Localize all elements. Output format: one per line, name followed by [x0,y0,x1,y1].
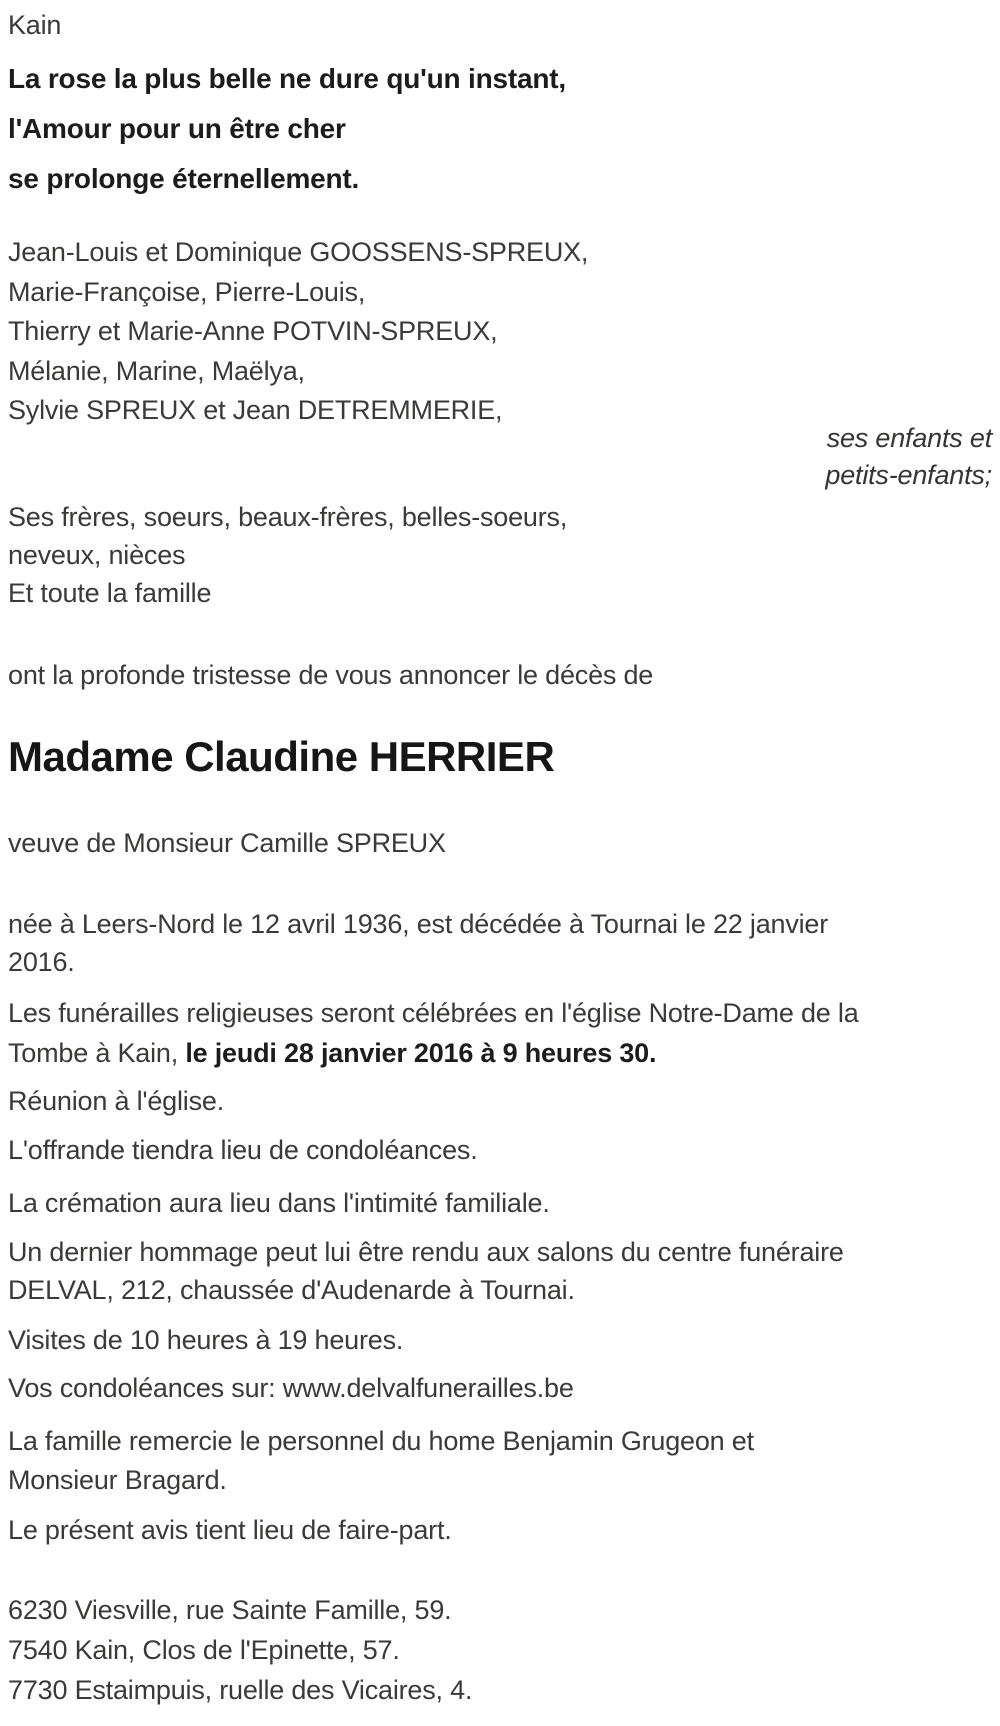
relatives-list [8,498,992,612]
tribute-line: DELVAL, 212, chaussée d'Audenarde à Tournai. [8,1275,575,1305]
widow-of-line: veuve de Monsieur Camille SPREUX [8,828,446,858]
tribute-paragraph [8,1233,992,1309]
family-member-line: Marie-Françoise, Pierre-Louis, [8,276,366,307]
epigraph-line: La rose la plus belle ne dure qu'un instant, [8,63,566,94]
meeting-line: Réunion à l'église. [8,1086,224,1116]
epigraph-line: se prolonge éternellement. [8,163,360,194]
relatives-line: Et toute la famille [8,578,212,608]
birth-death-paragraph [8,905,992,981]
birth-death-line: 2016. [8,947,75,977]
family-member-line: Thierry et Marie-Anne POTVIN-SPREUX, [8,316,498,346]
family-member-line: Mélanie, Marine, Maëlya, [8,355,305,386]
offering-line: L'offrande tiendra lieu de condoléances. [8,1135,478,1165]
relatives-line: neveux, nièces [8,540,186,570]
condolences-line: Vos condoléances sur: www.delvalfunerailles.be [8,1373,574,1403]
funeral-paragraph [8,993,992,1073]
children-names [8,233,992,431]
tribute-line: Un dernier hommage peut lui être rendu aux salons du centre funéraire [8,1237,844,1267]
thanks-paragraph [8,1422,992,1500]
place-name: Kain [8,10,62,40]
announcement-line: ont la profonde tristesse de vous annoncer le décès de [8,660,654,690]
relatives-line: Ses frères, soeurs, beaux-frères, belles-soeurs, [8,502,568,532]
birth-death-line: née à Leers-Nord le 12 avril 1936, est décédée à Tournai le 22 janvier [8,909,829,939]
address-line: 6230 Viesville, rue Sainte Famille, 59. [8,1595,452,1625]
thanks-line: Monsieur Bragard. [8,1465,227,1495]
visits-line: Visites de 10 heures à 19 heures. [8,1325,404,1355]
addresses-list [8,1590,992,1710]
family-member-line: Jean-Louis et Dominique GOOSSENS-SPREUX, [8,237,589,267]
cremation-line: La crémation aura lieu dans l'intimité familiale. [8,1188,550,1218]
funeral-datetime-emphasis: le jeudi 28 janvier 2016 à 9 heures 30. [185,1038,657,1068]
address-line: 7730 Estaimpuis, ruelle des Vicaires, 4. [8,1675,473,1705]
funeral-line-regular: Tombe à Kain, [8,1038,186,1068]
deceased-name-title: Madame Claudine HERRIER [8,733,555,780]
relation-note-line: petits-enfants; [825,460,992,490]
thanks-line: La famille remercie le personnel du home Benjamin Grugeon et [8,1426,754,1456]
funeral-line: Les funérailles religieuses seront célébrées en l'église Notre-Dame de la [8,998,859,1028]
address-line: 7540 Kain, Clos de l'Epinette, 57. [8,1635,400,1665]
family-member-line: Sylvie SPREUX et Jean DETREMMERIE, [8,395,503,425]
faire-part-line: Le présent avis tient lieu de faire-part. [8,1515,452,1545]
relation-note [8,420,992,494]
epigraph-line: l'Amour pour un être cher [8,113,346,144]
funeral-line [8,1033,992,1073]
relation-note-line: ses enfants et [826,423,992,453]
epigraph [8,54,992,204]
